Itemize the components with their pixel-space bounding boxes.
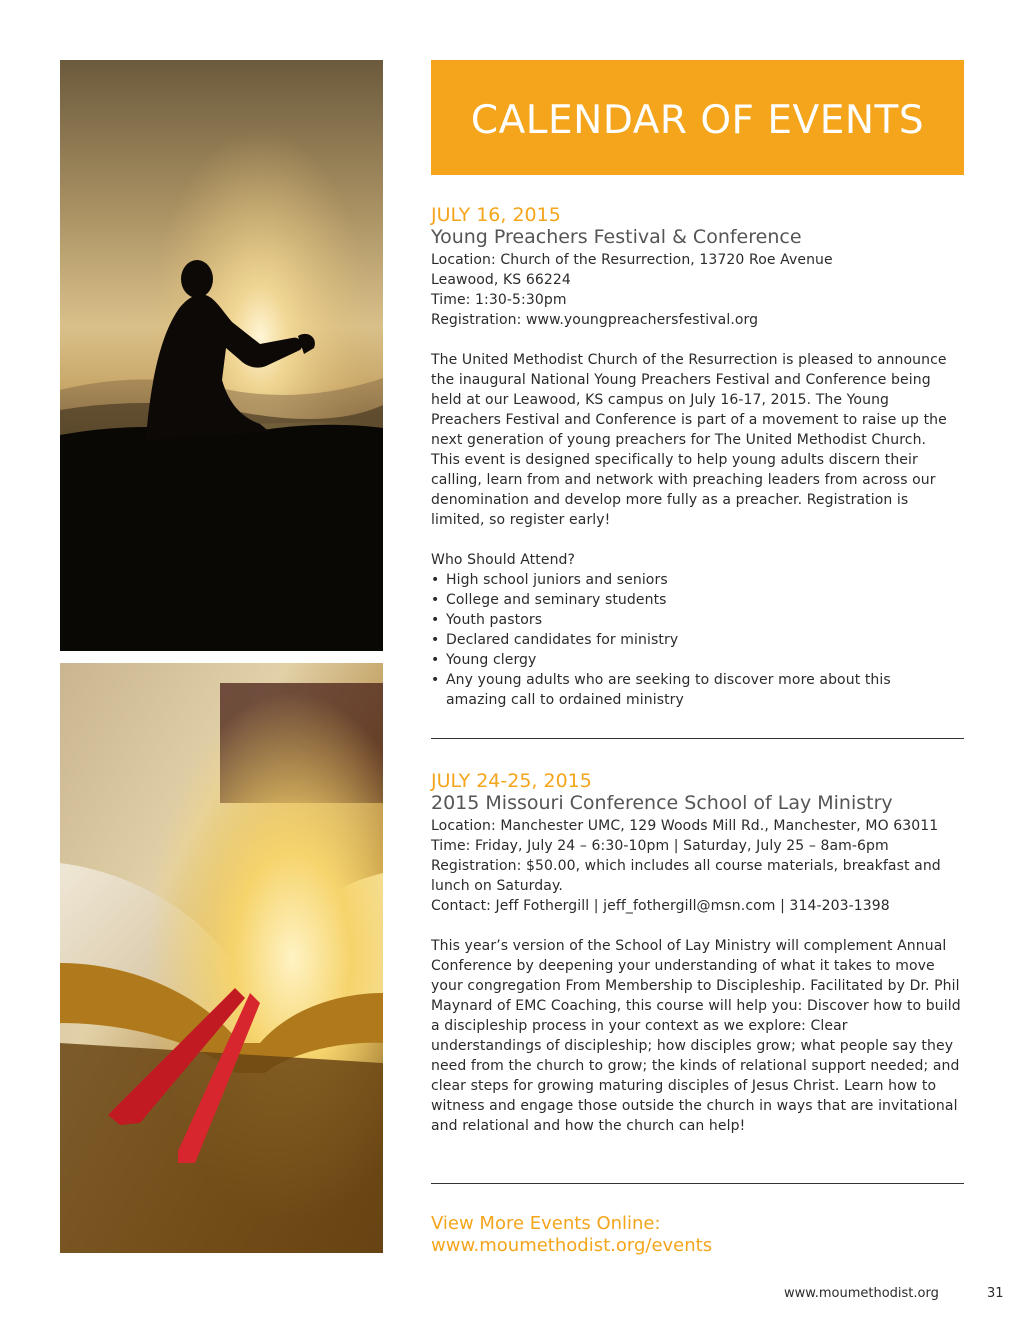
calendar-banner: [431, 60, 964, 175]
bullet-icon: •: [431, 572, 440, 588]
open-bible-image: [60, 663, 383, 1253]
event-lay-ministry: [431, 770, 971, 1136]
divider: [431, 738, 964, 739]
list-item: • College and seminary students: [431, 592, 667, 608]
event-young-preachers: [431, 204, 971, 710]
attend-heading: Who Should Attend?: [431, 552, 576, 568]
list-item: • Any young adults who are seeking to discover more about this amazing call to ordained ministry: [431, 672, 891, 708]
event-contact: Contact: Jeff Fothergill | jeff_fothergill@msn.com | 314-203-1398: [431, 898, 890, 914]
list-item: • Young clergy: [431, 652, 537, 668]
event-title: Young Preachers Festival & Conference: [431, 226, 802, 248]
view-more-events: [431, 1213, 712, 1257]
photo-praying-silhouette: [60, 60, 383, 651]
page-title: CALENDAR OF EVENTS: [470, 98, 925, 143]
view-more-label: View More Events Online:: [431, 1213, 661, 1234]
list-item: • Youth pastors: [431, 612, 543, 628]
event-title: 2015 Missouri Conference School of Lay Ministry: [431, 792, 893, 814]
event-location-city: Leawood, KS 66224: [431, 272, 571, 288]
attendee-list: [431, 570, 971, 710]
event-date: JULY 16, 2015: [431, 204, 561, 226]
page-number: 31: [987, 1286, 1004, 1301]
praying-silhouette-image: [60, 60, 383, 651]
event-registration: Registration: $50.00, which includes all course materials, breakfast and lunch on Saturday.: [431, 858, 941, 894]
bullet-icon: •: [431, 652, 440, 668]
event-date: JULY 24-25, 2015: [431, 770, 592, 792]
bullet-icon: •: [431, 632, 440, 648]
event-description: The United Methodist Church of the Resurrection is pleased to announce the inaugural National Young Preachers Festival and Conference being held at our Leawood, KS campus on July 16-17, 2015. The Young Preachers Festival and Conference is part of a movement to raise up the next generation of young preachers for The United Methodist Church. This event is designed specifically to help young adults discern their calling, learn from and network with preaching leaders from across our denomination and develop more fully as a preacher. Registration is limited, so register early!: [431, 352, 947, 528]
list-item: • Declared candidates for ministry: [431, 632, 679, 648]
bullet-icon: •: [431, 672, 440, 688]
divider: [431, 1183, 964, 1184]
list-item: • High school juniors and seniors: [431, 572, 668, 588]
event-time: Time: 1:30-5:30pm: [431, 292, 567, 308]
event-location: Location: Church of the Resurrection, 13720 Roe Avenue: [431, 252, 833, 268]
bullet-icon: •: [431, 612, 440, 628]
event-registration: Registration: www.youngpreachersfestival.org: [431, 312, 759, 328]
event-location: Location: Manchester UMC, 129 Woods Mill Rd., Manchester, MO 63011: [431, 818, 939, 834]
footer-website: www.moumethodist.org: [784, 1286, 939, 1301]
events-link[interactable]: www.moumethodist.org/events: [431, 1235, 713, 1256]
event-time: Time: Friday, July 24 – 6:30-10pm | Saturday, July 25 – 8am-6pm: [431, 838, 889, 854]
event-description: This year’s version of the School of Lay Ministry will complement Annual Conference by deepening your understanding of what it takes to move your congregation From Membership to Discipleship. Facilitated by Dr. Phil Maynard of EMC Coaching, this course will help you: Discover how to build a discipleship process in your context as we explore: Clear understandings of discipleship; how disciples grow; what people say they need from the church to grow; the kinds of relational support needed; and clear steps for growing maturing disciples of Jesus Christ. Learn how to witness and engage those outside the church in ways that are invitational and relational and how the church can help!: [431, 938, 961, 1134]
bullet-icon: •: [431, 592, 440, 608]
photo-open-bible: [60, 663, 383, 1253]
